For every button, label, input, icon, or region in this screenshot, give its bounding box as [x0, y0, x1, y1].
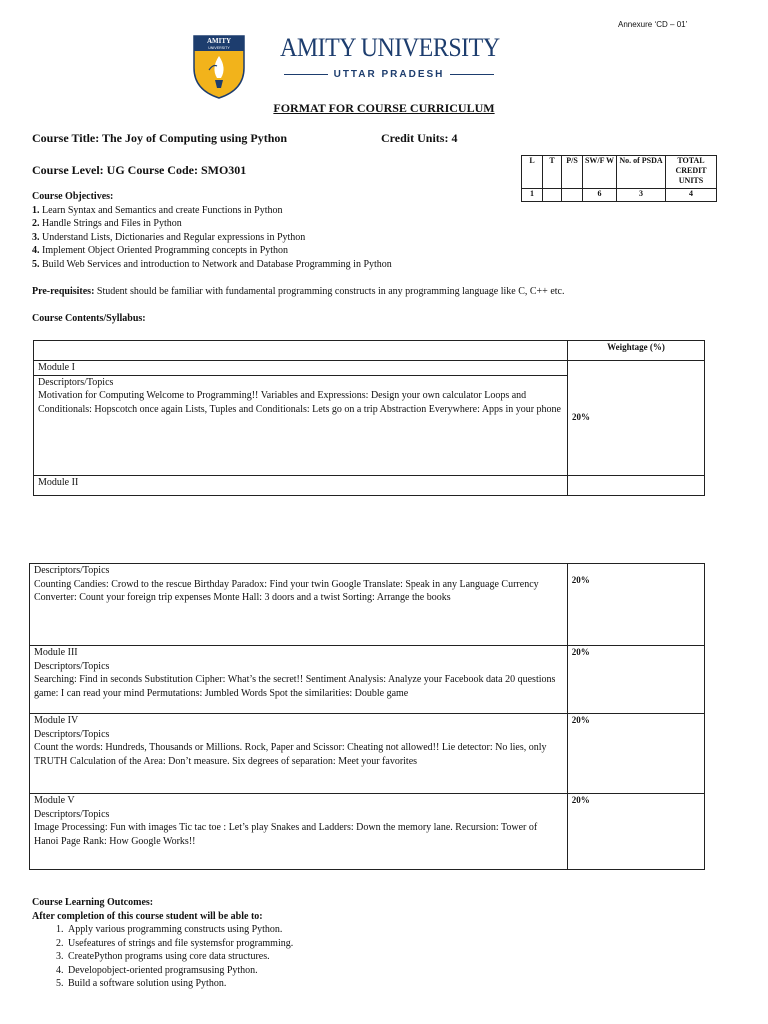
- module-text: Count the words: Hundreds, Thousands or Millions. Rock, Paper and Scissor: Cheating not allowed!! Lie detector: No lies, only TRUTH Calculation of the Area: Don’t measure. Six degrees of separation: Meet your favorites: [34, 742, 547, 768]
- outcomes-subheading: After completion of this course student will be able to:: [32, 910, 263, 922]
- module-2-topics: [30, 564, 568, 646]
- descriptors-label: Descriptors/Topics: [34, 808, 110, 820]
- module-3: [30, 646, 568, 714]
- module-title: Module I: [38, 362, 75, 373]
- objective-item: 1. Learn Syntax and Semantics and create Functions in Python: [32, 204, 283, 216]
- outcome-item: 1. Apply various programming constructs using Python.: [66, 923, 293, 937]
- outcomes-heading: Course Learning Outcomes:: [32, 897, 154, 908]
- module-2: [34, 475, 568, 495]
- module-title: Module III: [34, 647, 78, 658]
- module-weight: 20%: [567, 794, 704, 870]
- credit-value-cell: [562, 189, 583, 202]
- outcome-item: 4. Developobject-oriented programsusing Python.: [66, 964, 293, 978]
- course-title: Course Title: The Joy of Computing using Python: [32, 131, 288, 145]
- credit-header-cell: SW/F W: [583, 156, 617, 189]
- objective-item: 3. Understand Lists, Dictionaries and Regular expressions in Python: [32, 231, 306, 243]
- credit-value-cell: 6: [583, 189, 617, 202]
- prerequisites: Pre-requisites: Student should be familiar with fundamental programming constructs in any programming language like C, C++ etc.: [32, 286, 565, 297]
- credit-value-cell: 1: [522, 189, 543, 202]
- credit-header-cell: T: [543, 156, 562, 189]
- course-objectives: [32, 190, 392, 272]
- module-1: [34, 361, 568, 376]
- credit-table: [521, 155, 717, 202]
- credit-header-cell: L: [522, 156, 543, 189]
- region-label: UTTAR PRADESH: [333, 68, 445, 80]
- module-weight: 20%: [567, 564, 704, 646]
- module-1-topics: [34, 375, 568, 475]
- objective-item: 5. Build Web Services and introduction to Network and Database Programming in Python: [32, 258, 392, 270]
- svg-text:AMITY: AMITY: [206, 37, 232, 45]
- outcomes-list: [32, 923, 293, 991]
- module-title: Module II: [38, 476, 79, 488]
- descriptors-label: Descriptors/Topics: [34, 728, 110, 740]
- module-title: Module IV: [34, 715, 79, 726]
- module-4: [30, 714, 568, 794]
- document-title: FORMAT FOR COURSE CURRICULUM: [273, 101, 495, 115]
- learning-outcomes: [32, 896, 293, 991]
- syllabus-table-part1: [33, 340, 705, 496]
- descriptors-label: Descriptors/Topics: [38, 376, 114, 388]
- syllabus-table-part2: [29, 563, 705, 870]
- credit-value-cell: 4: [666, 189, 717, 202]
- module-weight: 20%: [567, 646, 704, 714]
- outcome-item: 2. Usefeatures of strings and file systemsfor programming.: [66, 937, 293, 951]
- annexure-label: Annexure ‘CD – 01’: [618, 20, 688, 29]
- divider: [284, 74, 328, 75]
- course-level-code: Course Level: UG Course Code: SMO301: [32, 163, 247, 177]
- weightage-header: Weightage (%): [568, 341, 705, 361]
- module-text: Image Processing: Fun with images Tic tac toe : Let’s play Snakes and Ladders: Down the memory lane. Recursion: Tower of Hanoi Page Rank: How Google Works!!: [34, 822, 538, 848]
- module-weight: 20%: [567, 714, 704, 794]
- objectives-heading: Course Objectives:: [32, 191, 114, 202]
- credit-units: Credit Units: 4: [381, 131, 458, 145]
- amity-logo: [191, 34, 247, 100]
- module-5: [30, 794, 568, 870]
- descriptors-label: Descriptors/Topics: [34, 565, 110, 576]
- divider: [450, 74, 494, 75]
- module-weight: 20%: [568, 361, 705, 476]
- objective-item: 4. Implement Object Oriented Programming concepts in Python: [32, 245, 289, 257]
- module-title: Module V: [34, 795, 75, 806]
- university-region: [284, 67, 494, 81]
- module-text: Motivation for Computing Welcome to Programming!! Variables and Expressions: Design your own calculator Loops and Conditionals: Hopscotch once again Lists, Tuples and Conditionals: Lets go on a trip Abstraction Everywhere: Apps in your phone: [38, 390, 561, 416]
- module-text: Counting Candies: Crowd to the rescue Birthday Paradox: Find your twin Google Translate: Speak in any Language Currency Converter: Count your foreign trip expenses Monte Hall: 3 doors and a twist Sorting: Arrange the books: [34, 578, 539, 604]
- university-name: AMITY UNIVERSITY: [280, 33, 500, 62]
- descriptors-label: Descriptors/Topics: [34, 660, 110, 672]
- outcome-item: 3. CreatePython programs using core data structures.: [66, 950, 293, 964]
- module-text: Searching: Find in seconds Substitution Cipher: What’s the secret!! Sentiment Analysis: Analyze your Facebook data 20 questions game: I can read your mind Permutations: Jumbled Words Spot the similarities: Double game: [34, 674, 556, 700]
- objective-item: 2. Handle Strings and Files in Python: [32, 218, 182, 230]
- credit-value-cell: [543, 189, 562, 202]
- syllabus-heading: Course Contents/Syllabus:: [32, 313, 146, 324]
- outcome-item: 5. Build a software solution using Python.: [66, 977, 293, 991]
- credit-header-cell: No. of PSDA: [617, 156, 666, 189]
- credit-value-cell: 3: [617, 189, 666, 202]
- credit-header-cell: TOTAL CREDIT UNITS: [666, 156, 717, 189]
- svg-text:UNIVERSITY: UNIVERSITY: [208, 46, 230, 50]
- credit-header-cell: P/S: [562, 156, 583, 189]
